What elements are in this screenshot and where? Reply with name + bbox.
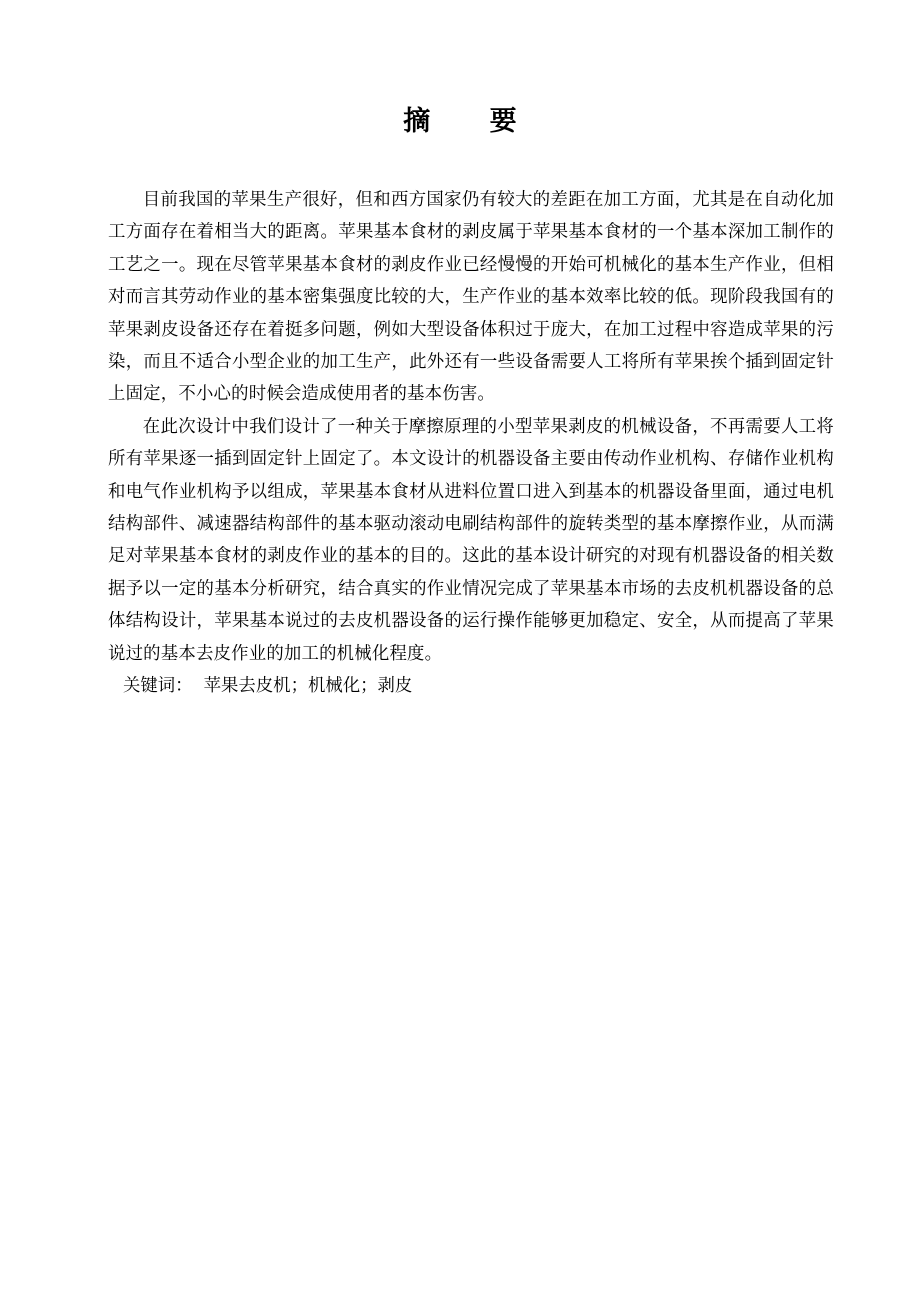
abstract-paragraph-2: 在此次设计中我们设计了一种关于摩擦原理的小型苹果剥皮的机械设备，不再需要人工将所有苹果逐一插到固定针上固定了。本文设计的机器设备主要由传动作业机构、存储作业机构和电气作业机构予以组成，苹果基本食材从进料位置口进入到基本的机器设备里面，通过电机结构部件、减速器结构部件的基本驱动滚动电刷结构部件的旋转类型的基本摩擦作业，从而满足对苹果基本食材的剥皮作业的基本的目的。这此的基本设计研究的对现有机器设备的相关数据予以一定的基本分析研究，结合真实的作业情况完成了苹果基本市场的去皮机机器设备的总体结构设计，苹果基本说过的去皮机器设备的运行操作能够更加稳定、安全，从而提高了苹果说过的基本去皮作业的加工的机械化程度。: [108, 416, 834, 664]
abstract-body: [108, 184, 834, 703]
abstract-paragraph-1: 目前我国的苹果生产很好，但和西方国家仍有较大的差距在加工方面，尤其是在自动化加工方面存在着相当大的距离。苹果基本食材的剥皮属于苹果基本食材的一个基本深加工制作的工艺之一。现在尽管苹果基本食材的剥皮作业已经慢慢的开始可机械化的基本生产作业，但相对而言其劳动作业的基本密集强度比较的大，生产作业的基本效率比较的低。现阶段我国有的苹果剥皮设备还存在着挺多问题，例如大型设备体积过于庞大，在加工过程中容造成苹果的污染，而且不适合小型企业的加工生产，此外还有一些设备需要人工将所有苹果挨个插到固定针上固定，不小心的时候会造成使用者的基本伤害。: [108, 190, 834, 405]
abstract-title: 摘 要: [403, 106, 533, 137]
keywords-line: 关键词： 苹果去皮机；机械化；剥皮: [123, 676, 413, 697]
